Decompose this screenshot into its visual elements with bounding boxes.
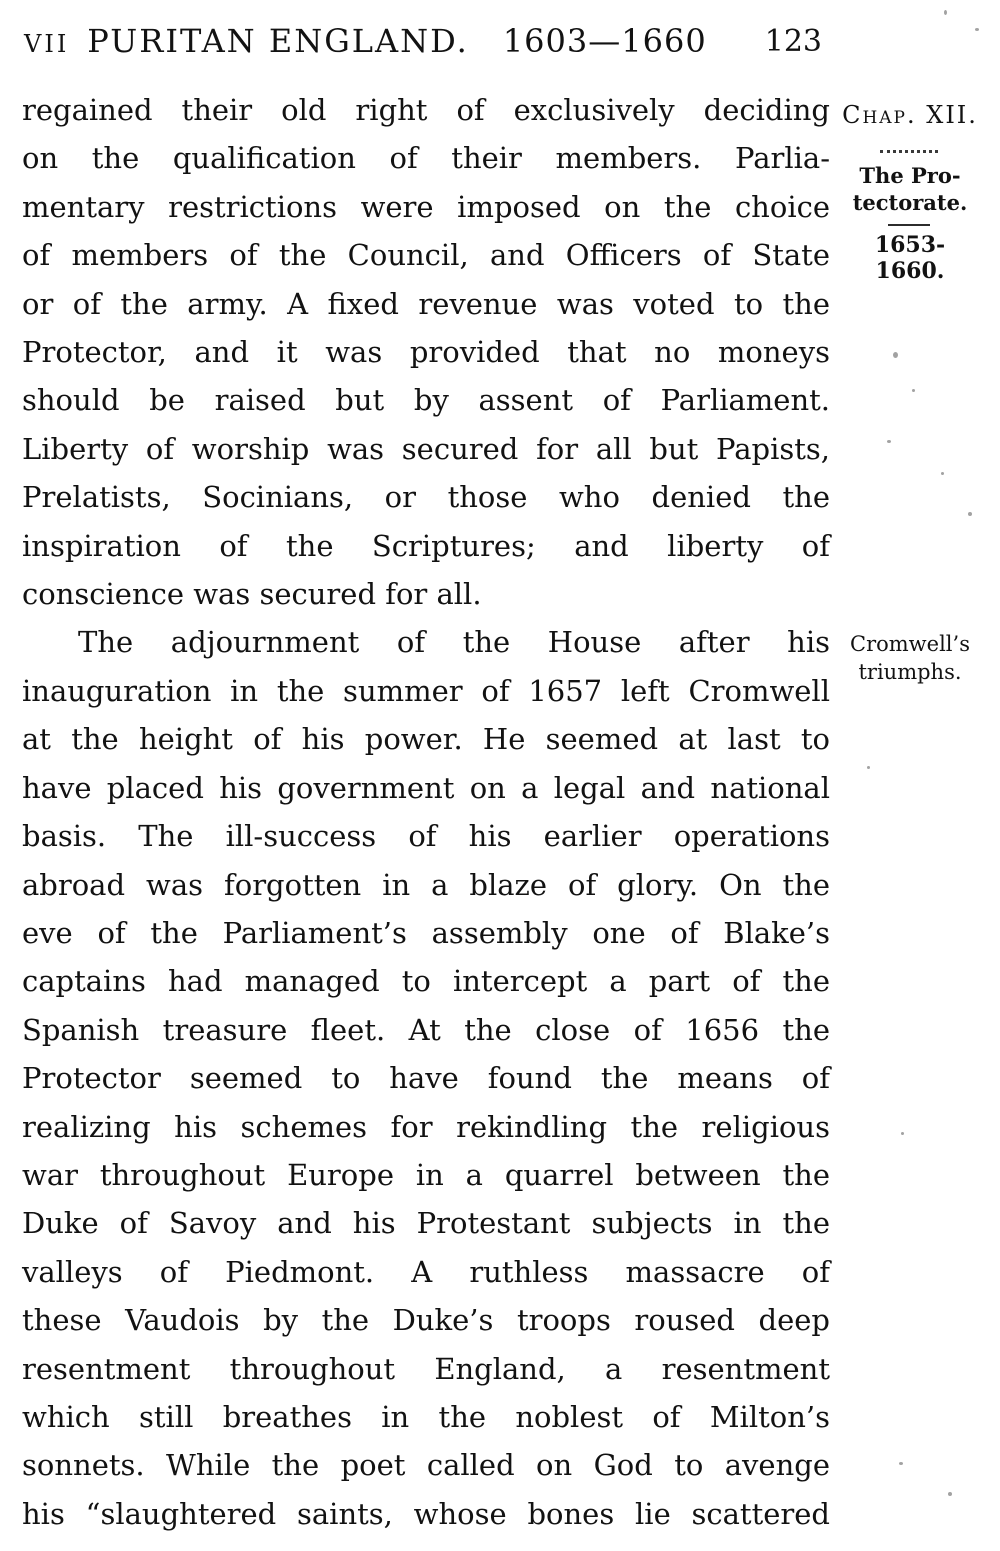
text-line: eve of the Parliament’s assembly one of Blake’s — [22, 915, 830, 950]
scan-speck — [944, 10, 947, 15]
chapter-folio: VII — [24, 30, 70, 58]
margin-rule-dash — [888, 224, 930, 226]
page-number: 123 — [764, 24, 822, 59]
margin-note-line: Cromwell’s — [850, 632, 970, 656]
margin-rule-squiggle — [880, 150, 938, 153]
running-header — [22, 22, 832, 62]
text-line: which still breathes in the noblest of Milton’s — [22, 1399, 830, 1434]
text-line: should be raised but by assent of Parliament. — [22, 383, 830, 418]
text-line: The adjournment of the House after his — [78, 625, 830, 660]
scan-speck — [948, 1492, 952, 1496]
text-line: Protector, and it was provided that no moneys — [22, 335, 830, 370]
text-line: regained their old right of exclusively deciding — [22, 93, 830, 127]
scan-speck — [899, 1462, 903, 1465]
text-line: mentary restrictions were imposed on the choice — [22, 189, 830, 224]
text-line: Duke of Savoy and his Protestant subjects in the — [22, 1206, 830, 1241]
text-line: abroad was forgotten in a blaze of glory. On the — [22, 867, 830, 902]
scan-speck — [893, 352, 898, 358]
text-line: inauguration in the summer of 1657 left Cromwell — [22, 673, 830, 708]
text-line: these Vaudois by the Duke’s troops roused deep — [22, 1303, 830, 1338]
text-line: Spanish treasure fleet. At the close of 1656 the — [22, 1012, 830, 1047]
scan-speck — [968, 512, 972, 516]
margin-note-cromwell — [842, 630, 978, 686]
running-title-text: PURITAN ENGLAND. — [87, 22, 469, 60]
text-line: conscience was secured for all. — [22, 577, 482, 612]
margin-note-line: tectorate. — [852, 190, 968, 215]
scan-speck — [901, 1132, 904, 1135]
margin-note-protectorate — [842, 162, 978, 216]
text-line: valleys of Piedmont. A ruthless massacre of — [22, 1254, 830, 1289]
text-line: on the qualification of their members. Parlia- — [22, 141, 830, 176]
scan-speck — [867, 766, 870, 769]
body-text — [22, 86, 830, 1538]
scan-speck — [975, 28, 979, 31]
paragraph — [22, 86, 830, 618]
text-line: have placed his government on a legal and national — [22, 770, 830, 805]
margin-note-line: The Pro- — [859, 163, 961, 188]
text-line: Protector seemed to have found the means of — [22, 1061, 830, 1096]
text-line: sonnets. While the poet called on God to avenge — [22, 1448, 830, 1483]
running-title-dates: 1603—1660 — [502, 22, 707, 60]
scan-speck — [941, 472, 944, 475]
text-line: war throughout Europe in a quarrel between the — [22, 1157, 830, 1192]
text-line: at the height of his power. He seemed at last to — [22, 722, 830, 757]
text-line: inspiration of the Scriptures; and liberty of — [22, 528, 830, 563]
text-line: resentment throughout England, a resentment — [22, 1351, 830, 1386]
scan-speck — [912, 389, 915, 392]
paragraph — [22, 618, 830, 1538]
text-line: basis. The ill-success of his earlier operations — [22, 819, 830, 854]
running-title — [22, 22, 772, 60]
text-line: his “slaughtered saints, whose bones lie scattered — [22, 1496, 830, 1531]
text-line: Liberty of worship was secured for all but Papists, — [22, 431, 830, 466]
text-line: captains had managed to intercept a part of the — [22, 964, 830, 999]
text-line: of members of the Council, and Officers of State — [22, 238, 830, 273]
margin-note-daterange: 1653-1660. — [874, 232, 946, 284]
margin-note-line: triumphs. — [858, 660, 962, 684]
scan-speck — [887, 440, 891, 443]
text-line: Prelatists, Socinians, or those who denied the — [22, 480, 830, 515]
text-line: realizing his schemes for rekindling the religious — [22, 1109, 830, 1144]
text-line: or of the army. A fixed revenue was voted to the — [22, 286, 830, 321]
margin-note-chapter: Chap. XII. — [842, 101, 978, 129]
